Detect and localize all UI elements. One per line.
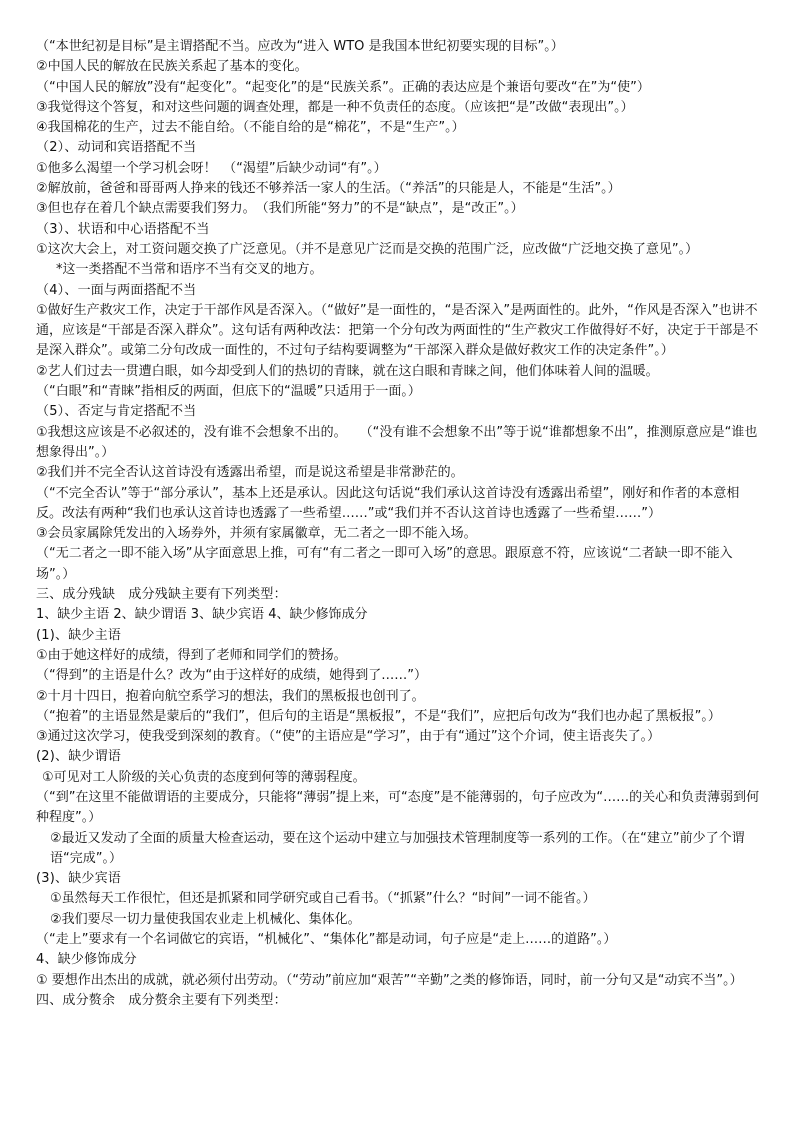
- section-heading: (1)、缺少主语: [36, 627, 122, 643]
- paragraph-line: ②十月十四日，抱着向航空系学习的想法，我们的黑板报也创刊了。: [36, 688, 425, 704]
- paragraph-line: （“无二者之一即不能入场”从字面意思上推，可有“有二者之一即可入场”的意思。跟原意不符，应该说“二者缺一即不能入场”。）: [36, 546, 733, 582]
- paragraph-line: ①由于她这样好的成绩，得到了老师和同学们的赞扬。: [36, 647, 347, 663]
- section-heading: （2）、动词和宾语搭配不当: [36, 140, 197, 156]
- section-heading: (3)、缺少宾语: [36, 871, 122, 887]
- paragraph-line: ①可见对工人阶级的关心负责的态度到何等的薄弱程度。: [42, 769, 366, 785]
- paragraph-line: *这一类搭配不当常和语序不当有交叉的地方。: [56, 262, 323, 278]
- paragraph-line: ④我国棉花的生产，过去不能自给。（不能自给的是“棉花”，不是“生产”。）: [36, 120, 465, 136]
- section-heading: 四、成分赘余 成分赘余主要有下列类型：: [36, 992, 287, 1008]
- section-heading: 4、缺少修饰成分: [36, 952, 137, 968]
- paragraph-line: （“中国人民的解放”没有“起变化”。“起变化”的是“民族关系”。正确的表达应是个兼语句要改“在”为“使”）: [36, 79, 650, 95]
- paragraph-line: ②我们并不完全否认这首诗没有透露出希望，而是说这希望是非常渺茫的。: [36, 465, 464, 481]
- section-heading: （5）、否定与肯定搭配不当: [36, 404, 197, 420]
- paragraph-line: ③但也存在着几个缺点需要我们努力。 （我们所能“努力”的不是“缺点”，是“改正”。）: [36, 201, 524, 217]
- paragraph-line: ① 要想作出杰出的成就，就必须付出劳动。（“劳动”前应加“艰苦”“辛勤”之类的修饰语，同时，前一分句又是“动宾不当”。）: [36, 972, 743, 988]
- paragraph-line: （“抱着”的主语显然是蒙后的“我们”，但后句的主语是“黑板报”，不是“我们”，应把后句改为“我们也办起了黑板报”。）: [36, 708, 721, 724]
- section-heading: 三、成分残缺 成分残缺主要有下列类型：: [36, 587, 287, 603]
- paragraph-line: ②艺人们过去一贯遭白眼，如今却受到人们的热切的青睐，就在这白眼和青睐之间，他们体味着人间的温暖。: [36, 363, 659, 379]
- paragraph-line: ①我想这应该是不必叙述的，没有谁不会想象不出的。 （“没有谁不会想象不出”等于说“谁都想象不出”，推测原意应是“谁也想象得出”。）: [36, 424, 758, 460]
- paragraph-line: ①他多么渴望一个学习机会呀！ （“渴望”后缺少动词“有”。）: [36, 160, 387, 176]
- paragraph-line: 1、缺少主语 2、缺少谓语 3、缺少宾语 4、缺少修饰成分: [36, 607, 368, 623]
- paragraph-line: ②解放前，爸爸和哥哥两人挣来的钱还不够养活一家人的生活。（“养活”的只能是人，不能是“生活”。）: [36, 181, 621, 197]
- paragraph-line: （“本世纪初是目标”是主谓搭配不当。应改为“进入 WTO 是我国本世纪初要实现的目标”。）: [36, 39, 564, 54]
- section-heading: （3）、状语和中心语搭配不当: [36, 221, 210, 237]
- paragraph-line: （“白眼”和“青睐”指相反的两面，但底下的“温暖”只适用于一面。）: [36, 384, 421, 400]
- paragraph-line: （“不完全否认”等于“部分承认”，基本上还是承认。因此这句话说“我们承认这首诗没有透露出希望”，刚好和作者的本意相反。改法有两种“我们也承认这首诗也透露了一些希望……”或“我们并不否认这首诗也透露了一些希望……”）: [36, 485, 740, 521]
- paragraph-line: ②最近又发动了全面的质量大检查运动，要在这个运动中建立与加强技术管理制度等一系列的工作。（在“建立”前少了个谓语“完成”。）: [50, 830, 745, 866]
- paragraph-line: （“得到”的主语是什么？改为“由于这样好的成绩，她得到了……”）: [36, 668, 427, 684]
- paragraph-line: （“到”在这里不能做谓语的主要成分，只能将“薄弱”提上来，可“态度”是不能薄弱的，句子应改为“……的关心和负责薄弱到何种程度”。）: [36, 789, 760, 826]
- paragraph-line: ①做好生产救灾工作，决定于干部作风是否深入。（“做好”是一面性的，“是否深入”是两面性的。此外，“作风是否深入”也讲不通，应该是“干部是否深入群众”。这句话有两种改法：把第一个分句改为两面性的“生产救灾工作做得好不好，决定于干部是不是深入群众”。或第二分句改成一面性的，不过句子结构要调整为“干部深入群众是做好救灾工作的决定条件”。）: [36, 302, 759, 359]
- section-heading: （4）、一面与两面搭配不当: [36, 282, 197, 298]
- paragraph-line: ②中国人民的解放在民族关系起了基本的变化。: [36, 59, 308, 75]
- paragraph-line: （“走上”要求有一个名词做它的宾语，“机械化”、“集体化”都是动词，句子应是“走上……的道路”。）: [36, 932, 617, 948]
- paragraph-line: ③通过这次学习，使我受到深刻的教育。（“使”的主语应是“学习”，由于有“通过”这个介词，使主语丧失了。）: [36, 729, 661, 745]
- paragraph-line: ①虽然每天工作很忙，但还是抓紧和同学研究或自己看书。（“抓紧”什么？“时间”一词不能省。）: [50, 891, 596, 907]
- paragraph-line: ①这次大会上，对工资问题交换了广泛意见。（并不是意见广泛而是交换的范围广泛，应改做“广泛地交换了意见”。）: [36, 241, 699, 257]
- section-heading: (2)、缺少谓语: [36, 749, 122, 765]
- paragraph-line: ③我觉得这个答复，和对这些问题的调查处理，都是一种不负责任的态度。（应该把“是”改做“表现出”。）: [36, 99, 634, 115]
- paragraph-line: ③会员家属除凭发出的入场券外，并须有家属徽章，无二者之一即不能入场。: [36, 526, 477, 542]
- paragraph-line: ②我们要尽一切力量使我国农业走上机械化、集体化。: [50, 911, 361, 927]
